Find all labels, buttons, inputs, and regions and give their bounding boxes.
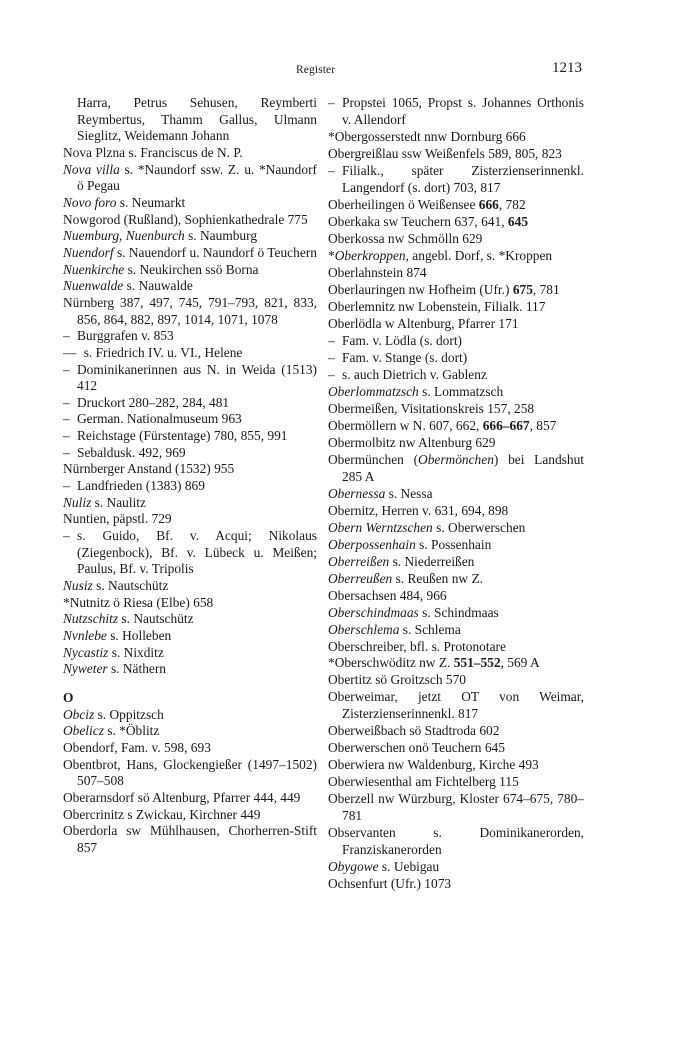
index-entry (328, 401, 584, 418)
entry-text: *Obergosserstedt nnw Dornburg 666 (328, 128, 526, 144)
entry-page-bold: 666 (478, 196, 499, 212)
index-entry (328, 554, 584, 571)
entry-text: s. Neumarkt (116, 194, 186, 210)
entry-text: , 781 (532, 281, 560, 297)
index-entry (328, 520, 584, 537)
index-entry (328, 435, 584, 452)
entry-term-italic: Obermönchen (418, 451, 494, 467)
entry-text: s. Possenhain (415, 536, 492, 552)
dash-marker: – (328, 162, 335, 178)
entry-text: Oberzell nw Würzburg, Kloster 674–675, 780–781 (328, 791, 584, 824)
index-entry (328, 876, 584, 893)
entry-text: Obersachsen 484, 966 (328, 587, 447, 603)
index-entry (328, 740, 584, 757)
index-entry (328, 655, 584, 672)
dash-marker: – (63, 361, 70, 377)
index-subentry (328, 333, 584, 350)
entry-text: s. Friedrich IV. u. VI., Helene (83, 344, 243, 360)
entry-text: Ochsenfurt (Ufr.) 1073 (328, 876, 452, 892)
index-entry (63, 511, 317, 528)
dash-marker: – (328, 332, 335, 348)
entry-text: Oberweimar, jetzt OT von Weimar, Zisterzienserinnenkl. 817 (328, 689, 584, 722)
entry-text: Oberlödla w Altenburg, Pfarrer 171 (328, 315, 519, 331)
index-entry (328, 672, 584, 689)
dash-marker: – (63, 478, 70, 494)
index-entry (63, 245, 317, 262)
running-head: Register (296, 64, 336, 76)
index-entry (328, 418, 584, 435)
entry-term-italic: Nutzschitz (63, 611, 119, 627)
index-entry (328, 571, 584, 588)
entry-text: Oberarnsdorf sö Altenburg, Pfarrer 444, 449 (63, 789, 301, 805)
entry-text: s. Niederreißen (389, 553, 475, 569)
entry-term-italic: Oberschindmaas (328, 604, 419, 620)
index-entry (328, 129, 584, 146)
entry-text: Oberwerschen onö Teuchern 645 (328, 740, 505, 756)
entry-text: s. Nessa (385, 485, 433, 501)
entry-term-italic: Oberschlema (328, 621, 400, 637)
index-entry (328, 299, 584, 316)
entry-text: s. *Öblitz (103, 723, 160, 739)
entry-text: Obermolbitz nw Altenburg 629 (328, 434, 496, 450)
entry-text: , 857 (529, 417, 557, 433)
index-subentry (63, 428, 317, 445)
entry-text: s. Neukirchen ssö Borna (124, 261, 259, 277)
entry-text: Sebaldusk. 492, 969 (77, 444, 186, 460)
index-entry (328, 639, 584, 656)
index-entry (328, 248, 584, 265)
index-entry (63, 162, 317, 195)
entry-text: ) bei Landshut 285 A (342, 451, 584, 484)
index-entries-o (63, 707, 317, 857)
index-entry (328, 774, 584, 791)
index-column-left (63, 95, 317, 857)
index-entry (63, 661, 317, 678)
entry-text: Landfrieden (1383) 869 (77, 478, 205, 494)
index-entry (328, 197, 584, 214)
index-entry (328, 622, 584, 639)
index-entry (328, 605, 584, 622)
entry-page-bold: 675 (512, 281, 533, 297)
index-entry (63, 212, 317, 229)
index-subentry (63, 528, 317, 578)
index-entry (63, 578, 317, 595)
entry-text: s. Holleben (106, 628, 172, 643)
index-entry (328, 588, 584, 605)
entry-text: *Nutnitz ö Riesa (Elbe) 658 (63, 594, 214, 610)
entry-term-italic: Nvnlebe (63, 628, 107, 643)
index-entry (328, 384, 584, 401)
entry-term-italic: Oberlommatzsch (328, 383, 419, 399)
entry-text: Druckort 280–282, 284, 481 (77, 394, 230, 410)
index-entry (63, 790, 317, 807)
index-entry (63, 707, 317, 724)
entry-term-italic: Obciz (63, 706, 95, 722)
index-subentry (63, 345, 317, 362)
index-subentry (63, 328, 317, 345)
index-entry (63, 628, 317, 645)
entry-text: Obermünchen ( (328, 451, 419, 467)
entry-text: Fam. v. Stange (s. dort) (342, 349, 468, 365)
dash-marker: – (328, 366, 335, 382)
index-column-right (328, 95, 584, 893)
entry-term-italic: Obernessa (328, 485, 386, 501)
index-subentry (63, 362, 317, 395)
index-entry (328, 265, 584, 282)
index-entry (328, 452, 584, 486)
entry-term-italic: Obygowe (328, 859, 379, 875)
entry-term-italic: Oberreißen (328, 553, 390, 569)
entry-text: , angebl. Dorf, s. *Kroppen (405, 247, 553, 263)
index-entry (328, 859, 584, 876)
index-entry (328, 825, 584, 859)
entry-text: , 569 A (500, 655, 540, 671)
index-entry (328, 214, 584, 231)
index-subentry (63, 395, 317, 412)
entry-page-bold: 551–552 (453, 655, 501, 671)
entry-text: s. Schindmaas (418, 604, 499, 620)
index-entry (63, 145, 317, 162)
index-subentry (328, 163, 584, 197)
dash-marker: – (63, 411, 70, 427)
entry-text: Observanten s. Dominikanerorden, Franziskanerorden (328, 825, 584, 858)
entry-text: s. Nauwalde (123, 278, 193, 294)
index-entry (63, 262, 317, 279)
entry-text: s. Naulitz (91, 494, 146, 510)
index-entries-right (328, 95, 584, 893)
dash-marker: – (63, 528, 70, 544)
entry-text: *Oberschwöditz nw Z. (328, 655, 454, 671)
entry-text: Dominikanerinnen aus N. in Weida (1513) 412 (77, 361, 317, 394)
entry-text: Oberlemnitz nw Lobenstein, Filialk. 117 (328, 298, 546, 314)
entry-term-italic: Obern Werntzschen (328, 519, 433, 535)
entry-text: Oberschreiber, bfl. s. Protonotare (328, 638, 506, 654)
entry-text: Filialk., später Zisterzienserinnenkl. Langendorf (s. dort) 703, 817 (342, 162, 584, 195)
index-entry (328, 146, 584, 163)
entry-text: Propstei 1065, Propst s. Johannes Orthonis v. Allendorf (342, 95, 584, 127)
entry-term-italic: Nuenwalde (63, 278, 124, 294)
page-number: 1213 (552, 60, 582, 76)
entry-text: Obermeißen, Visitationskreis 157, 258 (328, 400, 535, 416)
index-entry (328, 316, 584, 333)
dash-marker: – (69, 344, 77, 360)
entry-text: s. Nixditz (108, 644, 164, 660)
entry-text: s. Näthern (107, 661, 167, 677)
entry-text: Obertitz sö Groitzsch 570 (328, 672, 466, 688)
entry-text: Oberdorla sw Mühlhausen, Chorherren-Stift 857 (63, 823, 317, 855)
entry-text: Nuntien, päpstl. 729 (63, 511, 172, 527)
entry-term-italic: Nuenkirche (63, 261, 125, 277)
entry-text: s. Lommatzsch (418, 383, 504, 399)
entry-text: Oberkaka sw Teuchern 637, 641, (328, 213, 508, 229)
entry-text: Fam. v. Lödla (s. dort) (342, 332, 462, 348)
entry-text: s. auch Dietrich v. Gablenz (342, 366, 487, 382)
index-entry (63, 807, 317, 824)
dash-marker: – (63, 444, 70, 460)
dash-marker: – (63, 394, 70, 410)
entry-text: Obendorf, Fam. v. 598, 693 (63, 739, 211, 755)
index-entry (63, 740, 317, 757)
dash-marker: – (328, 349, 335, 365)
entry-term-italic: Nyweter (63, 661, 108, 677)
entry-text: s. Naumburg (184, 228, 258, 244)
index-subentry (328, 367, 584, 384)
entry-term-italic: Nycastiz (63, 644, 109, 660)
index-subentry (63, 411, 317, 428)
index-entry (328, 791, 584, 825)
entry-text: Oberweißbach sö Stadtroda 602 (328, 723, 500, 739)
index-subentry (63, 478, 317, 495)
dash-marker: – (63, 328, 70, 344)
entry-term-italic: Novo foro (63, 194, 117, 210)
entry-page-bold: 666–667 (482, 417, 530, 433)
index-entry (328, 757, 584, 774)
entry-text: s. Nauendorf u. Naundorf ö Teuchern (113, 244, 317, 260)
index-entry (63, 461, 317, 478)
entry-text: s. Nautschütz (92, 578, 169, 594)
entry-term-italic: Nova villa (63, 161, 120, 177)
entry-text: s. Reußen nw Z. (392, 570, 483, 586)
entry-text: Obernitz, Herren v. 631, 694, 898 (328, 502, 509, 518)
index-entry (328, 689, 584, 723)
entry-text: Oberkossa nw Schmölln 629 (328, 230, 483, 246)
index-entry (328, 486, 584, 503)
entry-text: s. Nautschütz (118, 611, 194, 627)
entry-text: s. Oppitzsch (94, 706, 164, 722)
entry-text: Obercrinitz s Zwickau, Kirchner 449 (63, 806, 261, 822)
entry-text: German. Nationalmuseum 963 (77, 411, 242, 427)
index-entry (63, 195, 317, 212)
index-entry (328, 723, 584, 740)
index-entry (328, 503, 584, 520)
dash-marker: – (63, 428, 70, 444)
index-entry (63, 645, 317, 662)
entry-text: Oberwiesenthal am Fichtelberg 115 (328, 774, 519, 790)
entry-text: Burggrafen v. 853 (77, 328, 174, 344)
entry-term-italic: Nuendorf (63, 244, 114, 260)
entry-text: Oberheilingen ö Weißensee (328, 196, 479, 212)
entry-text: , 782 (498, 196, 526, 212)
entry-text: Obentbrot, Hans, Glockengießer (1497–1502) 507–508 (63, 756, 317, 789)
index-entry (328, 231, 584, 248)
entry-text: Nürnberger Anstand (1532) 955 (63, 461, 235, 477)
entry-text: Oberwiera nw Waldenburg, Kirche 493 (328, 757, 539, 773)
entry-text: Nova Plzna s. Franciscus de N. P. (63, 144, 243, 160)
entry-term-italic: Oberpossenhain (328, 536, 416, 552)
entry-term-italic: Nuemburg, Nuenburch (63, 228, 185, 244)
entry-page-bold: 645 (507, 213, 529, 229)
entry-text: Oberlahnstein 874 (328, 264, 427, 280)
entry-text: * (328, 247, 335, 263)
entry-text: Oberlauringen nw Hofheim (Ufr.) (328, 281, 513, 297)
index-entry (328, 537, 584, 554)
index-subentry (328, 95, 584, 129)
index-entry (63, 595, 317, 612)
entry-text: Reichstage (Fürstentage) 780, 855, 991 (77, 428, 288, 444)
entry-text: s. Schlema (399, 621, 461, 637)
index-entry (63, 823, 317, 856)
entry-text: Nürnberg 387, 497, 745, 791–793, 821, 833, 856, 864, 882, 897, 1014, 1071, 1078 (63, 294, 317, 327)
entry-text: s. Oberwerschen (432, 519, 526, 535)
index-entry (63, 278, 317, 295)
index-subentry (328, 350, 584, 367)
index-entry (63, 228, 317, 245)
dash-marker: – (63, 344, 70, 360)
entry-term-italic: Obelicz (63, 723, 104, 739)
index-entry (63, 495, 317, 512)
entry-term-italic: Oberkroppen (334, 247, 406, 263)
entry-text: Obermöllern w N. 607, 662, (328, 417, 483, 433)
entry-term-italic: Nusiz (63, 578, 93, 594)
index-entry (328, 282, 584, 299)
index-entries-n (63, 145, 317, 678)
entry-term-italic: Oberreußen (328, 570, 393, 586)
index-entry-continuation: Harra, Petrus Sehusen, Reymberti Reymbertus, Thamm Gallus, Ulmann Sieglitz, Weidemann Johann (77, 95, 317, 144)
index-entry (63, 295, 317, 328)
index-entry (63, 757, 317, 790)
entry-text: Obergreißlau ssw Weißenfels 589, 805, 823 (328, 145, 562, 161)
index-entry (63, 611, 317, 628)
entry-text: Nowgorod (Rußland), Sophienkathedrale 775 (63, 211, 308, 227)
entry-text: s. Uebigau (378, 859, 440, 875)
section-gap (63, 678, 317, 690)
entry-text: s. Guido, Bf. v. Acqui; Nikolaus (Ziegenbock), Bf. v. Lübeck u. Meißen; Paulus, Bf. v. Tripolis (77, 528, 317, 577)
dash-marker: – (328, 95, 335, 110)
entry-term-italic: Nuliz (63, 494, 92, 510)
index-entry (63, 723, 317, 740)
entry-text: s. *Naundorf ssw. Z. u. *Naundorf ö Pegau (77, 161, 317, 194)
section-letter-heading: O (63, 689, 74, 705)
index-subentry (63, 445, 317, 462)
